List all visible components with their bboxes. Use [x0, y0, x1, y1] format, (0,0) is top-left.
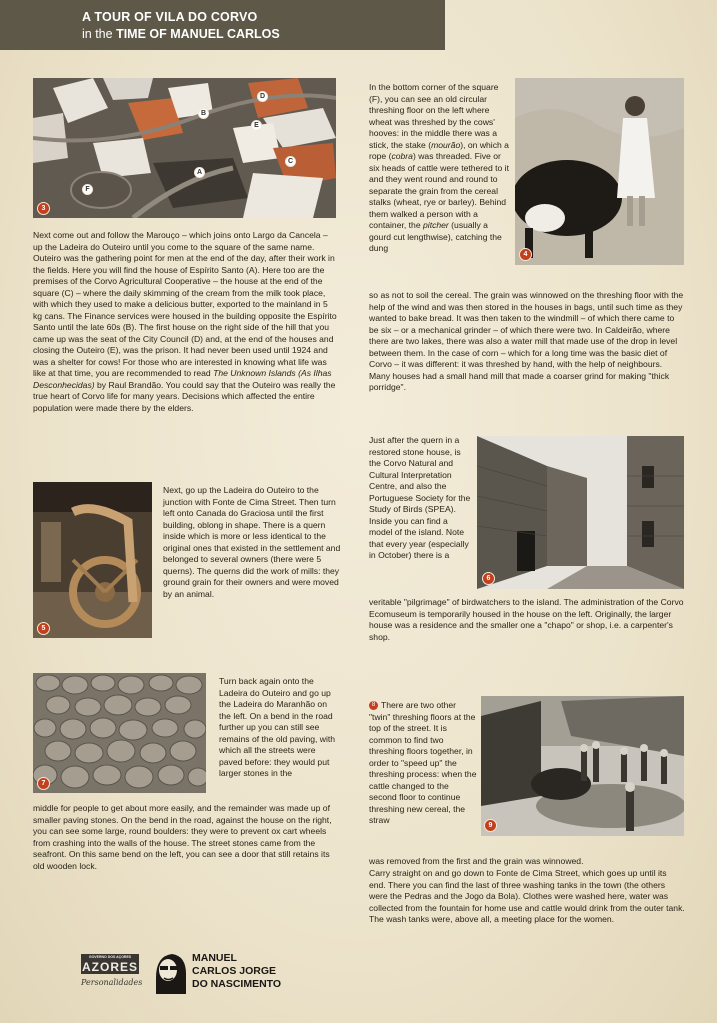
photo-number-badge: 4: [519, 248, 532, 261]
portrait-silhouette-icon: [152, 950, 188, 994]
azores-logo-wordmark: AZORES: [81, 960, 138, 974]
threshing-paragraph-bottom: so as not to soil the cereal. The grain was winnowed on the threshing floor with the help of the wind and was then stored in the houses in bags, until such time as they wanted to bake bread. It was then taken to the windmill – of which there came to be six – or a mechanical grinder – of which there were two. In Caldeirão, where there are two lakes, there was also a water mill that made use of the drop in level between them. In the case of corn – which for a long time was the basic diet of Corvo – it was different: it was threshed by hand, with the help of neighbours. Many houses had a small hand mill that made a coarser grind for making "thick porridge".: [369, 290, 684, 392]
map-label-f: F: [82, 184, 93, 195]
map-label-a: A: [194, 167, 205, 178]
manuel-carlos-logo-line2: CARLOS JORGE: [192, 965, 277, 977]
twin-threshing-paragraph-middle: was removed from the first and the grain was winnowed.: [369, 856, 584, 866]
washing-tanks-paragraph: Carry straight on and go down to Fonte de Cima Street, which goes up until its end. There you can find the last of three washing tanks in the town (the others were the Pedras and the Jogo da Bola). Clothes were washed here, water was collected from the fountain for home use and cattle would drink from the outer tank. The wash tanks were, above all, a meeting place for the women.: [369, 868, 685, 924]
paving-paragraph-bottom: middle for people to get about more easily, and the remainder was made up of smaller paving stones. On the bend in the road, against the house on the right, you can see some large, round boulders: they were to prevent ox cart wheels from crashing into the walls of the house. The street stones came from the seafront. On this same bend on the left, you can see a door that still retains its old wooden lock.: [33, 803, 332, 871]
page-header: [0, 0, 445, 50]
title-line-1: A TOUR OF VILA DO CORVO: [82, 10, 258, 24]
interpretation-centre-paragraph-bottom: veritable "pilgrimage" of birdwatchers to the island. The administration of the Corvo Ecomuseum is temporarily housed in the house on the left. Originally, the larger house was a residence and the smaller one a "chapo" or shop, i.e. a carpenter's shop.: [369, 597, 684, 642]
twin-threshing-paragraph-top: 8 There are two other "twin" threshing floors at the top of the street. It is common to find two threshing floors together, in order to "speed up" the threshing process: when the cattle changed to the second floor to continue threshing new cereal, the straw: [369, 700, 477, 825]
paving-paragraph-top: Turn back again onto the Ladeira do Outeiro and go up the Ladeira do Maranhão on the left. On a bend in the road further up you can still see remains of the old paving, with which all the streets were paved before: they would put larger stones in the: [219, 676, 336, 778]
photo-number-badge: 9: [484, 819, 497, 832]
threshing-paragraph-top: In the bottom corner of the square (F), you can see an old circular threshing floor on the left where wheat was threshed by the cows' hooves: in the middle there was a stick, the stake (mourão), on which a rope (cobra) was threaded. Five or six heads of cattle were tethered to it and they went round and round to separate the grain from the cereal stalks (wheat, rye or barley). Behind them walked a person with a container, the pitcher (usually a gourd cut lengthwise), catching the dung: [369, 82, 509, 253]
map-label-c: C: [285, 156, 296, 167]
map-label-d: D: [257, 91, 268, 102]
twin-threshing-floors-photo: [481, 696, 684, 836]
manuel-carlos-logo-line1: MANUEL: [192, 952, 237, 964]
map-label-e: E: [251, 120, 262, 131]
photo-number-badge: 7: [37, 777, 50, 790]
photo-number-badge: 3: [37, 202, 50, 215]
title-line-2: in the TIME OF MANUEL CARLOS: [82, 27, 280, 41]
photo-number-badge: 6: [482, 572, 495, 585]
threshing-photo: [515, 78, 684, 265]
quern-paragraph: Next, go up the Ladeira do Outeiro to the junction with Fonte de Cima Street. Then turn left onto Canada do Graciosa until the first building, oblong in shape. There is a quern inside which is more or less identical to the original ones that existed in the settlement and belonged to several owners (there were 5 querns). The querns did the work of mills: they ground grain for their owners and were moved by an animal.: [163, 485, 341, 599]
aerial-photo-outeiro: [33, 78, 336, 218]
photo-number-badge: 5: [37, 622, 50, 635]
manuel-carlos-logo: [152, 950, 302, 996]
quern-photo: [33, 482, 152, 638]
inline-number-badge: 8: [369, 701, 378, 710]
stone-houses-photo: [477, 436, 684, 589]
azores-logo-script: Personalidades: [81, 978, 143, 987]
azores-logo-government-line: GOVERNO DOS AÇORES: [81, 954, 139, 960]
map-label-b: B: [198, 108, 209, 119]
interpretation-centre-paragraph-top: Just after the quern in a restored stone house, is the Corvo Natural and Cultural Interpretation Centre, and also the Portuguese Society for the Study of Birds (SPEA). Inside you can find a model of the island. Note that every year (especially in October) there is a: [369, 435, 471, 560]
outeiro-paragraph: Next come out and follow the Marouço – which joins onto Largo da Cancela – up the Ladeira do Outeiro until you come to the square of the same name. Outeiro was the gathering point for men at the end of the day, after their work in the fields. Here you will find the house of Espírito Santo (A). Here too are the premises of the Corvo Agricultural Cooperative – the house at the end of the square (C) – where the daily skimming of the cream from the milk took place, with which they used to make a delicious butter, exported to the mainland in 5 kg cans. The Finance services were housed in the building opposite the Espírito Santo until the late 60s (B). The first house on the right side of the hill that you came up was the seat of the City Council (D) and, at the end of the houses and closing the Outeiro (E), was the prison. It had never been used until 1924 and was a shelter for cows! For those who are interested in knowing what life was like at that time, you are recommended to read The Unknown Islands (As Ilhas Desconhecidas) by Raul Brandão. You could say that the Outeiro was really the true heart of Corvo life for many years. Decisions which affected the entire population were made there by the elders.: [33, 230, 337, 413]
manuel-carlos-logo-line3: DO NASCIMENTO: [192, 978, 282, 990]
azores-logo: [81, 954, 143, 996]
paving-photo: [33, 673, 206, 793]
